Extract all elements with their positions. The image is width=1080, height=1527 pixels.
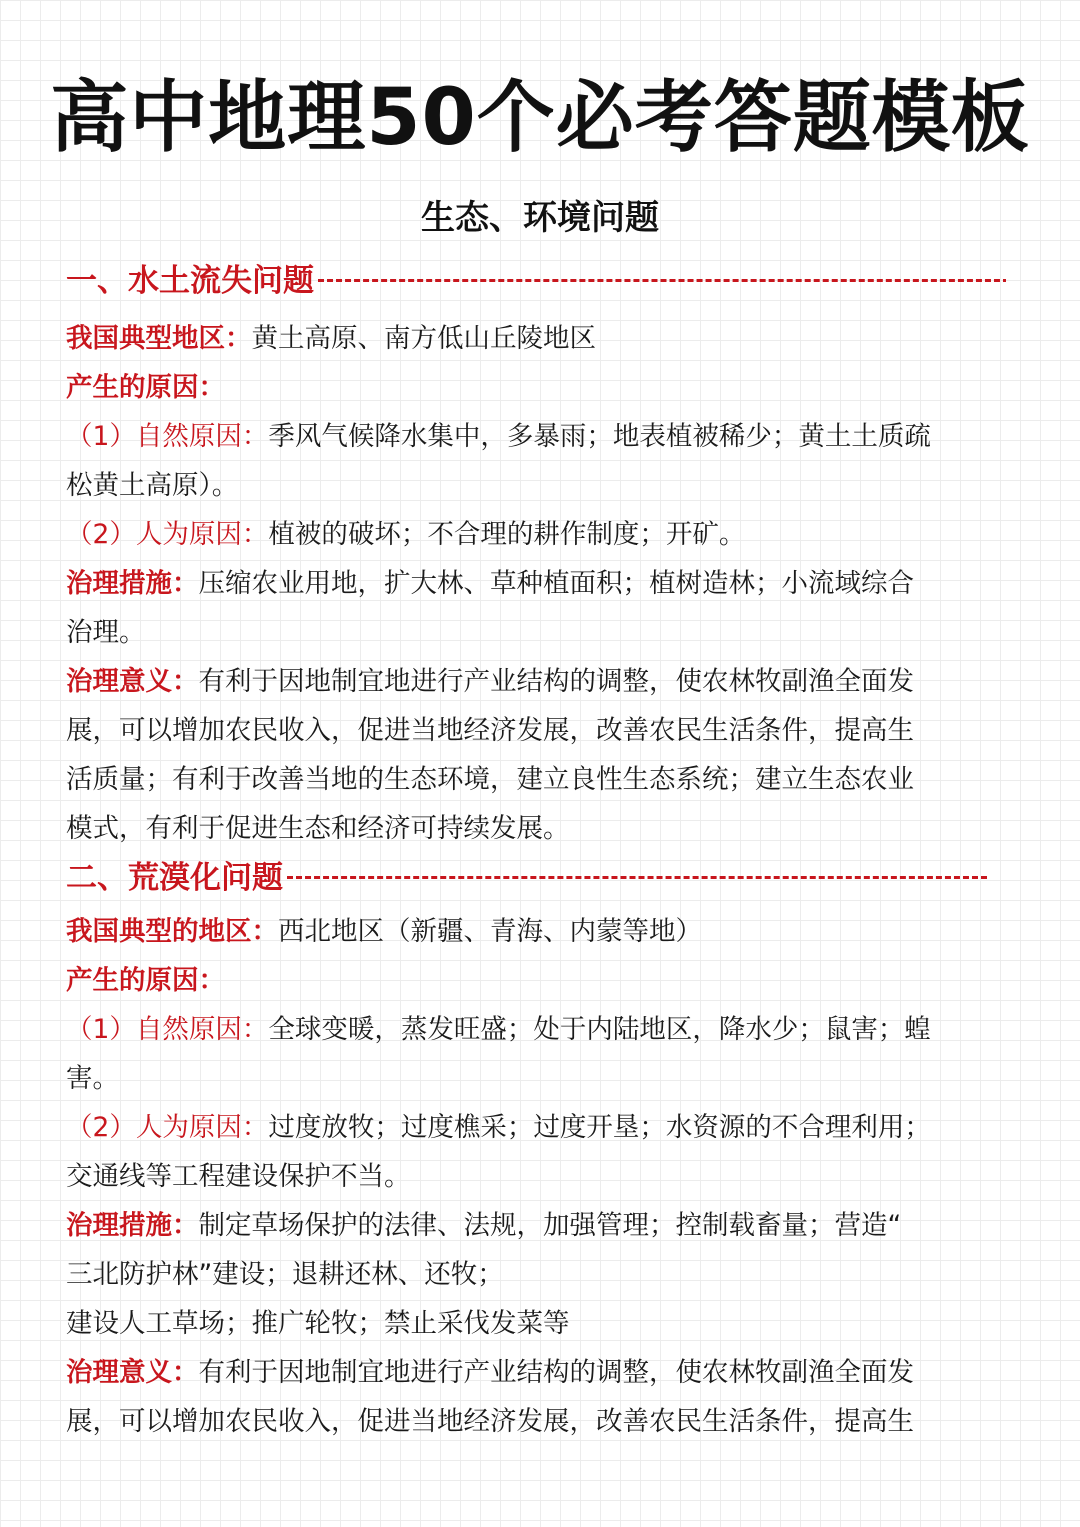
measures-line (66, 559, 1016, 608)
human-cause-label: （2）人为原因： (66, 519, 269, 550)
meaning-text: 有利于因地制宜地进行产业结构的调整，使农林牧副渔全面发 (198, 666, 914, 697)
meaning-line-continued (66, 755, 1016, 804)
natural-cause-text: 害。 (66, 1063, 119, 1094)
region-line (66, 907, 1016, 956)
measures-text: 建设人工草场；推广轮牧；禁止采伐发菜等 (66, 1308, 570, 1339)
meaning-label: 治理意义： (66, 1357, 199, 1388)
natural-cause-text: 松黄土高原）。 (66, 470, 239, 501)
section-heading-text: 二、荒漠化问题 (66, 860, 283, 896)
section-heading-soil-erosion (66, 258, 1006, 304)
region-label: 我国典型的地区： (66, 916, 278, 947)
measures-line-continued (66, 1299, 1016, 1348)
natural-cause-label: （1）自然原因： (66, 1014, 269, 1045)
human-cause-text: 植被的破坏；不合理的耕作制度；开矿。 (268, 519, 746, 550)
cause-line (66, 363, 1016, 412)
natural-cause-line-continued (66, 1054, 1016, 1103)
human-cause-line (66, 1103, 1016, 1152)
measures-text: 治理。 (66, 617, 146, 648)
meaning-text: 活质量；有利于改善当地的生态环境，建立良性生态系统；建立生态农业 (66, 764, 914, 795)
page-title: 高中地理50个必考答题模板 (50, 73, 1030, 163)
meaning-line-continued (66, 804, 1016, 853)
region-line (66, 314, 1016, 363)
natural-cause-text: 季风气候降水集中，多暴雨；地表植被稀少；黄土土质疏 (268, 421, 931, 452)
human-cause-line (66, 510, 1016, 559)
meaning-line-continued (66, 1397, 1016, 1446)
meaning-text: 展，可以增加农民收入，促进当地经济发展，改善农民生活条件，提高生 (66, 715, 914, 746)
cause-label: 产生的原因： (66, 372, 225, 403)
meaning-text: 模式，有利于促进生态和经济可持续发展。 (66, 813, 570, 844)
dashed-divider (287, 876, 987, 879)
dashed-divider (318, 279, 1006, 282)
human-cause-text: 交通线等工程建设保护不当。 (66, 1161, 411, 1192)
natural-cause-line (66, 412, 1016, 461)
meaning-label: 治理意义： (66, 666, 199, 697)
meaning-line (66, 1348, 1016, 1397)
meaning-line-continued (66, 706, 1016, 755)
section-heading-desertification (66, 855, 1006, 901)
cause-label: 产生的原因： (66, 965, 225, 996)
measures-text: 三北防护林”建设；退耕还林、还牧； (66, 1259, 504, 1290)
meaning-text: 有利于因地制宜地进行产业结构的调整，使农林牧副渔全面发 (198, 1357, 914, 1388)
human-cause-label: （2）人为原因： (66, 1112, 269, 1143)
natural-cause-line (66, 1005, 1016, 1054)
measures-line-continued (66, 1250, 1016, 1299)
meaning-line (66, 657, 1016, 706)
measures-line-continued (66, 608, 1016, 657)
measures-text: 压缩农业用地，扩大林、草种植面积；植树造林；小流域综合 (198, 568, 914, 599)
human-cause-line-continued (66, 1152, 1016, 1201)
meaning-text: 展，可以增加农民收入，促进当地经济发展，改善农民生活条件，提高生 (66, 1406, 914, 1437)
measures-line (66, 1201, 1016, 1250)
cause-line (66, 956, 1016, 1005)
section-heading-text: 一、水土流失问题 (66, 263, 314, 299)
region-text: 黄土高原、南方低山丘陵地区 (251, 323, 596, 354)
measures-label: 治理措施： (66, 568, 199, 599)
measures-label: 治理措施： (66, 1210, 199, 1241)
natural-cause-text: 全球变暖，蒸发旺盛；处于内陆地区，降水少；鼠害；蝗 (268, 1014, 931, 1045)
region-label: 我国典型地区： (66, 323, 252, 354)
natural-cause-line-continued (66, 461, 1016, 510)
measures-text: 制定草场保护的法律、法规，加强管理；控制载畜量；营造“ (198, 1210, 902, 1241)
region-text: 西北地区（新疆、青海、内蒙等地） (278, 916, 702, 947)
page-subtitle: 生态、环境问题 (421, 198, 659, 238)
natural-cause-label: （1）自然原因： (66, 421, 269, 452)
human-cause-text: 过度放牧；过度樵采；过度开垦；水资源的不合理利用； (268, 1112, 931, 1143)
